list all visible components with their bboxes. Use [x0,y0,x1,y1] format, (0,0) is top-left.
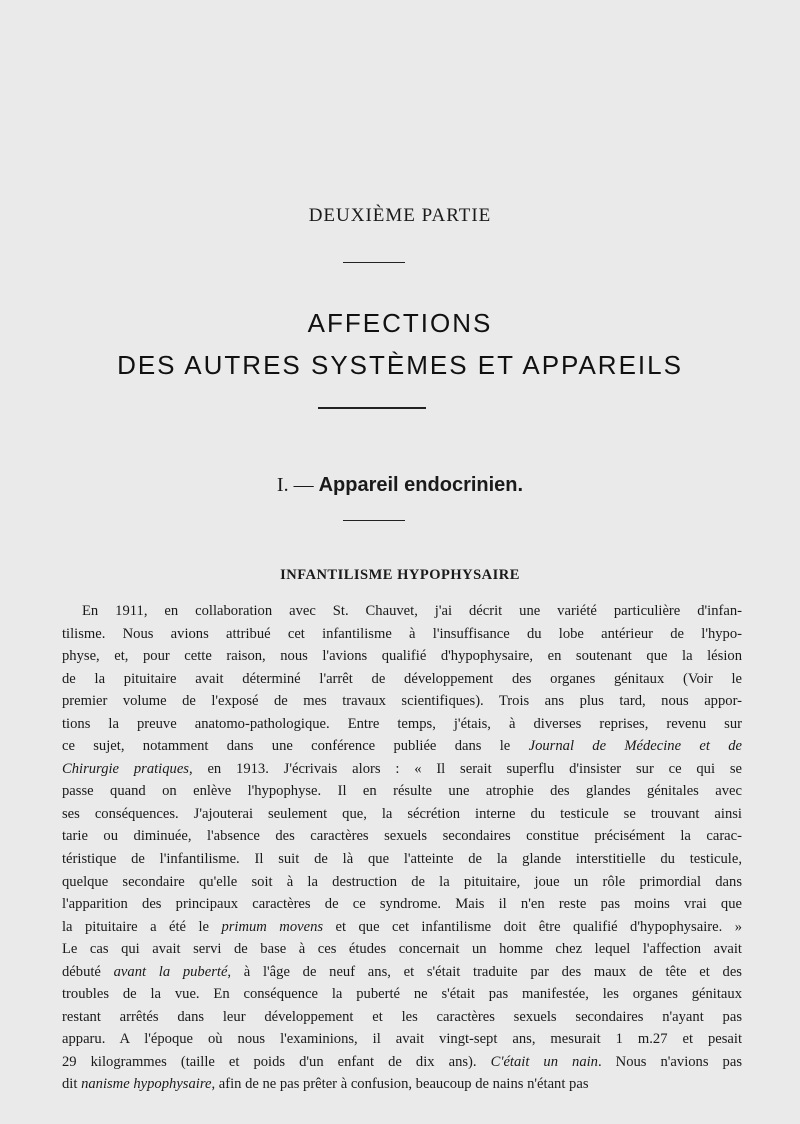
text-segment: téristique de l'infantilisme. Il suit de là que l'atteinte de la glande interstitielle du testicule, [62,851,742,868]
text-segment: ce sujet, notamment dans une conférence publiée dans le [62,738,529,755]
text-line [62,668,742,691]
text-line [62,690,742,713]
text-line [62,825,742,848]
body-paragraph [62,600,742,1096]
text-segment: restant arrêtés dans leur développement et les caractères sexuels secondaires n'ayant pas [62,1008,742,1025]
text-segment: premier volume de l'exposé de mes travaux scientifiques). Trois ans plus tard, nous appor- [62,693,742,710]
text-line [62,645,742,668]
main-title-line-1: AFFECTIONS [307,308,493,338]
text-line [62,780,742,803]
text-line [62,983,742,1006]
text-segment: Le cas qui avait servi de base à ces études concernait un homme chez lequel l'affection avait [62,941,742,958]
text-line [62,623,742,646]
text-segment: ses conséquences. J'ajouterai seulement que, la sécrétion interne du testicule se trouvant ainsi [62,805,742,822]
text-line [62,871,742,894]
subsection-title: INFANTILISME HYPOPHYSAIRE [280,567,520,583]
text-line [62,916,742,939]
text-segment: tions la preuve anatomo-pathologique. Entre temps, j'étais, à diverses reprises, revenu sur [62,715,742,732]
divider-rule [343,520,405,521]
text-line [62,1028,742,1051]
text-segment: , à l'âge de neuf ans, et s'était traduite par des maux de tête et des [227,963,742,980]
text-segment: dit [62,1076,82,1093]
text-segment: débuté [62,963,114,980]
text-line [62,713,742,736]
text-line [62,803,742,826]
text-segment: de la pituitaire avait déterminé l'arrêt de développement des organes génitaux (Voir le [62,670,742,687]
text-segment: En 1911, en collaboration avec St. Chauvet, j'ai décrit une variété particulière d'infan- [82,603,742,619]
italic-text: C'était un nain [490,1053,598,1070]
divider-rule [343,262,405,263]
italic-text: primum movens [221,918,324,935]
section-number: I. — [276,474,319,496]
text-segment: troubles de la vue. En conséquence la puberté ne s'était pas manifestée, les organes génitaux [62,986,742,1003]
section-name: Appareil endocrinien. [318,474,524,496]
text-segment: apparu. A l'époque où nous l'examinions, il avait vingt-sept ans, mesurait 1 m.27 et pesait [62,1031,742,1048]
text-line [62,1051,742,1074]
text-segment: , en 1913. J'écrivais alors : « Il serait superflu d'insister sur ce qui se [188,760,742,777]
text-line [62,1006,742,1029]
text-line [62,848,742,871]
text-line [62,961,742,984]
text-segment: , afin de ne pas prêter à confusion, beaucoup de nains n'étant pas [211,1076,589,1093]
text-segment: physe, et, pour cette raison, nous l'avions qualifié d'hypophysaire, en soutenant que la lésion [62,648,742,665]
text-segment: . Nous n'avions pas [597,1053,742,1070]
divider-rule [318,407,426,409]
text-segment: et que cet infantilisme doit être qualifié d'hypophysaire. » [323,918,742,935]
text-segment: la pituitaire a été le [62,918,222,935]
italic-text: avant la puberté [113,963,228,980]
text-line [62,1073,742,1096]
text-line [62,938,742,961]
text-line [62,758,742,781]
text-segment: tilisme. Nous avions attribué cet infantilisme à l'insuffisance du lobe antérieur de l'hypo- [62,625,742,642]
text-segment: quelque secondaire qu'elle soit à la destruction de la pituitaire, joue un rôle primordial dans [62,873,742,890]
text-segment: l'apparition des principaux caractères de ce syndrome. Mais il n'en reste pas moins vrai que [62,896,742,913]
section-title [0,474,800,497]
italic-text: Chirurgie pratiques [62,760,189,777]
main-title-line-2: DES AUTRES SYSTÈMES ET APPAREILS [117,350,683,380]
part-title: DEUXIÈME PARTIE [308,205,492,226]
text-segment: tarie ou diminuée, l'absence des caractères sexuels secondaires constitue précisément la carac- [62,828,742,845]
text-line [62,600,742,623]
text-line [62,893,742,916]
text-segment: passe quand on enlève l'hypophyse. Il en résulte une atrophie des glandes génitales avec [62,783,742,800]
italic-text: nanisme hypophysaire [81,1076,212,1093]
text-line [62,735,742,758]
text-segment: 29 kilogrammes (taille et poids d'un enfant de dix ans). [62,1053,491,1070]
italic-text: Journal de Médecine et de [528,738,742,755]
